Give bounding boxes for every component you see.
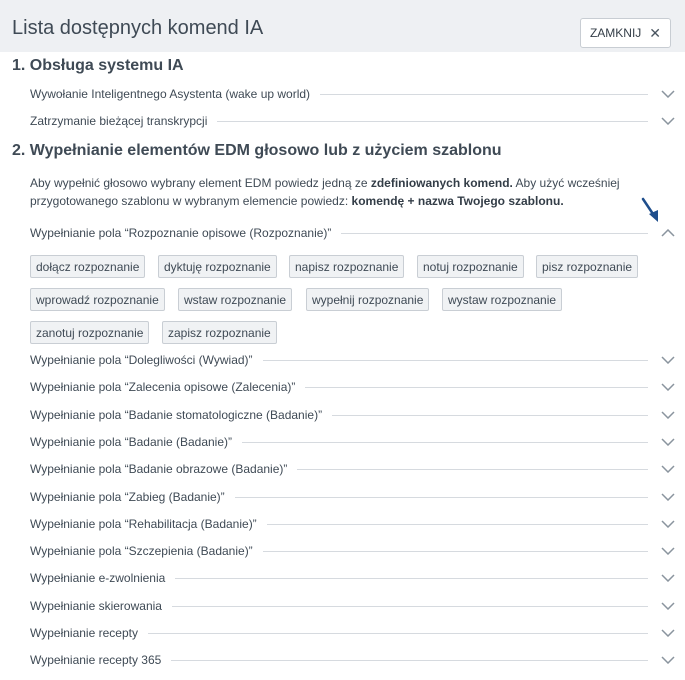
divider — [171, 660, 648, 661]
chevron-down-icon — [660, 652, 676, 668]
accordion-item[interactable] — [30, 541, 676, 561]
divider — [341, 233, 648, 234]
accordion-item-label: Wypełnianie pola “Szczepienia (Badanie)” — [30, 544, 253, 558]
section-description — [30, 174, 650, 210]
accordion-item-label: Wypełnianie pola “Zalecenia opisowe (Zalecenia)” — [30, 380, 296, 394]
section-title-1: 1. Obsługa systemu IA — [12, 57, 184, 74]
accordion-item[interactable] — [30, 350, 676, 370]
chevron-down-icon — [660, 407, 676, 423]
accordion-item-label: Wypełnianie recepty — [30, 626, 138, 640]
command-tag[interactable]: zapisz rozpoznanie — [162, 321, 277, 344]
accordion-item-label: Wypełnianie pola “Dolegliwości (Wywiad)” — [30, 353, 253, 367]
description-text: Aby wypełnić głosowo wybrany element EDM powiedz jedną ze — [30, 176, 371, 190]
divider — [320, 94, 648, 95]
command-tag[interactable]: wystaw rozpoznanie — [442, 288, 562, 311]
chevron-down-icon — [660, 434, 676, 450]
accordion-item[interactable] — [30, 84, 676, 104]
close-button[interactable] — [580, 18, 671, 48]
divider — [332, 415, 648, 416]
accordion-item-label: Wypełnianie pola “Badanie stomatologiczne (Badanie)” — [30, 408, 323, 422]
accordion-item[interactable] — [30, 514, 676, 534]
command-tag[interactable]: dołącz rozpoznanie — [30, 255, 145, 278]
chevron-down-icon — [660, 86, 676, 102]
command-tag[interactable]: dyktuję rozpoznanie — [158, 255, 277, 278]
command-tag[interactable]: pisz rozpoznanie — [536, 255, 638, 278]
divider — [305, 387, 648, 388]
accordion-item-label: Wypełnianie pola “Rozpoznanie opisowe (Rozpoznanie)” — [30, 226, 332, 240]
close-icon: ✕ — [649, 25, 662, 41]
chevron-down-icon — [660, 598, 676, 614]
chevron-down-icon — [660, 379, 676, 395]
close-button-label: ZAMKNIJ — [589, 26, 642, 40]
divider — [263, 551, 648, 552]
accordion-item[interactable] — [30, 459, 676, 479]
accordion-item[interactable] — [30, 623, 676, 643]
chevron-down-icon — [660, 570, 676, 586]
command-tag[interactable]: wypełnij rozpoznanie — [306, 288, 429, 311]
accordion-item[interactable] — [30, 432, 676, 452]
description-bold: komendę + nazwa Twojego szablonu. — [351, 194, 564, 208]
accordion-item-label: Wypełnianie e-zwolnienia — [30, 571, 166, 585]
pointer-arrow-icon — [640, 197, 662, 223]
section-title-2: 2. Wypełnianie elementów EDM głosowo lub z użyciem szablonu — [12, 142, 502, 159]
accordion-item-label: Wypełnianie pola “Zabieg (Badanie)” — [30, 490, 225, 504]
dialog-header — [0, 0, 685, 52]
divider — [235, 497, 648, 498]
chevron-down-icon — [660, 489, 676, 505]
dialog-title: Lista dostępnych komend IA — [12, 17, 264, 39]
chevron-down-icon — [660, 543, 676, 559]
accordion-item-label: Wypełnianie pola “Badanie obrazowe (Badanie)” — [30, 462, 288, 476]
accordion-item[interactable] — [30, 377, 676, 397]
description-text: Aby użyć wcześniej przygotowanego szablonu w wybranym elemencie powiedz: — [30, 176, 620, 208]
accordion-item-label: Wypełnianie pola “Rehabilitacja (Badanie)” — [30, 517, 257, 531]
accordion-item[interactable] — [30, 111, 676, 131]
accordion-item[interactable] — [30, 405, 676, 425]
chevron-up-icon — [660, 225, 676, 241]
divider — [263, 360, 648, 361]
divider — [175, 578, 648, 579]
accordion-item[interactable] — [30, 596, 676, 616]
accordion-item-label: Wypełnianie recepty 365 — [30, 653, 162, 667]
command-tag[interactable]: zanotuj rozpoznanie — [30, 321, 149, 344]
accordion-item-label: Wypełnianie pola “Badanie (Badanie)” — [30, 435, 233, 449]
divider — [217, 121, 648, 122]
chevron-down-icon — [660, 113, 676, 129]
command-tag[interactable]: wstaw rozpoznanie — [178, 288, 292, 311]
accordion-item[interactable] — [30, 568, 676, 588]
accordion-item-label: Zatrzymanie bieżącej transkrypcji — [30, 114, 208, 128]
accordion-item[interactable] — [30, 650, 676, 670]
command-tag[interactable]: notuj rozpoznanie — [417, 255, 524, 278]
chevron-down-icon — [660, 352, 676, 368]
command-tag[interactable]: napisz rozpoznanie — [289, 255, 404, 278]
command-tag[interactable]: wprowadź rozpoznanie — [30, 288, 165, 311]
chevron-down-icon — [660, 516, 676, 532]
divider — [267, 524, 648, 525]
accordion-item-label: Wywołanie Inteligentnego Asystenta (wake up world) — [30, 87, 311, 101]
chevron-down-icon — [660, 625, 676, 641]
accordion-item-expanded[interactable] — [30, 223, 676, 243]
accordion-item-label: Wypełnianie skierowania — [30, 599, 162, 613]
divider — [172, 606, 648, 607]
divider — [148, 633, 648, 634]
divider — [242, 442, 648, 443]
description-bold: zdefiniowanych komend. — [370, 176, 513, 190]
accordion-item[interactable] — [30, 487, 676, 507]
divider — [297, 469, 648, 470]
chevron-down-icon — [660, 461, 676, 477]
